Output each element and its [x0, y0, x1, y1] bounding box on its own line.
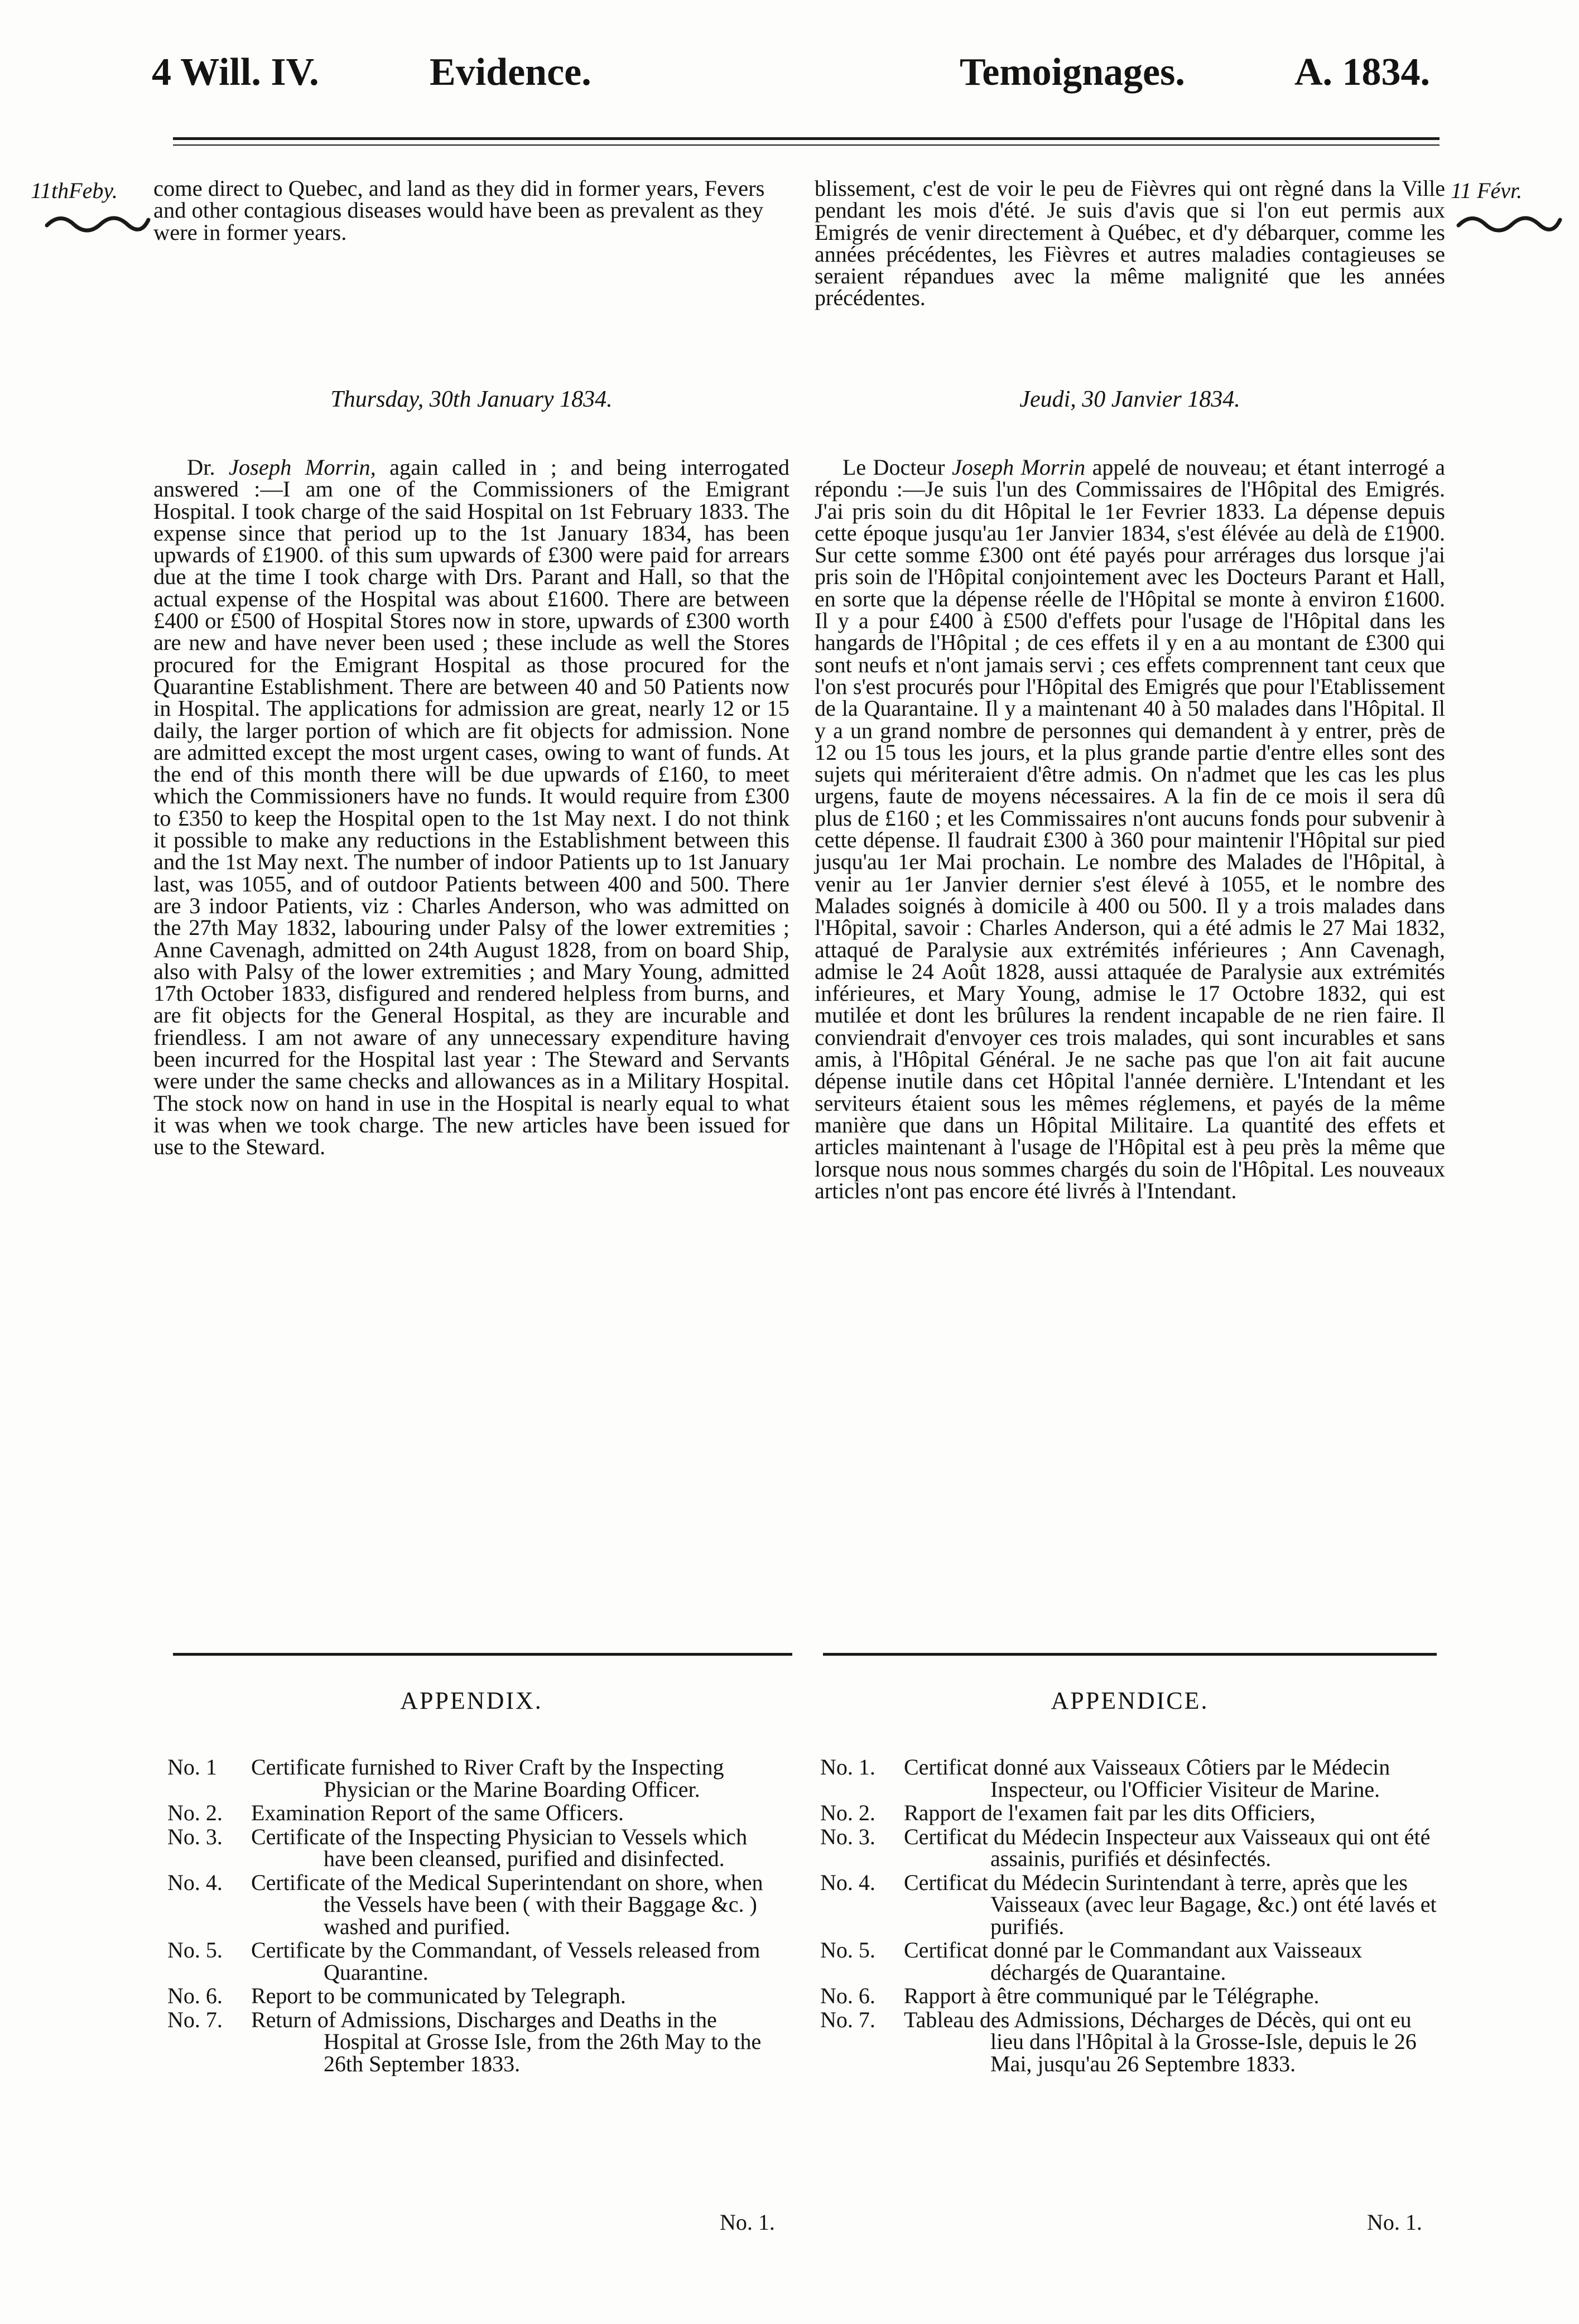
margin-date-left: 11thFeby.: [31, 178, 118, 203]
appendix-item-text: Certificat donné aux Vaisseaux Côtiers par le Médecin Inspecteur, ou l'Officier Visiteur de Marine.: [904, 1754, 1390, 1802]
english-date-rest: 30th January 1834.: [429, 387, 613, 412]
appendix-item-text: Certificate furnished to River Craft by the Inspecting Physician or the Marine Boarding Officer.: [251, 1754, 724, 1802]
appendix-item-text: Certificat du Médecin Inspecteur aux Vaisseaux qui ont été assainis, purifiés et désinfectés.: [904, 1824, 1431, 1871]
appendix-item-text: Rapport de l'examen fait par les dits Officiers,: [904, 1800, 1316, 1825]
header-year: A. 1834.: [1294, 51, 1431, 94]
header-reign: 4 Will. IV.: [152, 51, 319, 94]
header-rule: [173, 137, 1440, 140]
list-item: [167, 1802, 792, 1824]
catchword-en: No. 1.: [720, 2210, 775, 2235]
french-date-heading: [815, 386, 1445, 413]
list-item: [167, 1939, 792, 1983]
list-item: [167, 1985, 792, 2007]
appendix-item-number: No. 7.: [820, 2007, 875, 2032]
appendix-item-text: Certificate by the Commandant, of Vessels released from Quarantine.: [251, 1937, 760, 1985]
list-item: [167, 1869, 792, 1939]
appendix-item-number: No. 5.: [820, 1937, 875, 1963]
margin-date-right: 11 Févr.: [1451, 178, 1523, 203]
list-item: [820, 1756, 1445, 1800]
english-continuation: come direct to Quebec, and land as they did in former years, Fevers and other contagious diseases would have been as prevalent as they were in former years.: [153, 176, 765, 245]
list-item: [820, 1826, 1445, 1870]
list-item: [820, 1802, 1445, 1824]
french-testimony-body: appelé de nouveau; et étant interrogé a répondu :—Je suis l'un des Commissaires de l'Hôpital des Emigrés. J'ai pris soin du dit Hôpital le 1er Fevrier 1833. La dépense depuis cette époque jusqu'au 1er Janvier 1834, s'est élévée au delà de £1900. Sur cette somme £300 ont été payés pour arrérages dus lorsque j'ai pris soin de l'Hôpital conjointement avec les Docteurs Parant et Hall, en sorte que la dépense réelle de l'Hôpital se monte à environ £1600. Il y a pour £400 à £500 d'effets pour l'usage de l'Hôpital dans les hangards de l'Hôpital ; de ces effets il y en a au montant de £300 qui sont neufs et n'ont jamais servi ; ces effets comprennent tant ceux que l'on s'est procurés pour l'Hôpital des Emigrés que pour l'Etablissement de la Quarantaine. Il y a maintenant 40 à 50 malades dans l'Hôpital. Il y a un grand nombre de personnes qui demandent à y entrer, près de 12 ou 15 tous les jours, et la plus grande partie d'entre elles sont des sujets qui mériteraient d'être admis. On n'admet que les cas les plus urgens, faute de moyens nécessaires. A la fin de ce mois il sera dû plus de £160 ; et les Commissaires n'ont aucuns fonds pour subvenir à cette dépense. Il faudrait £300 à 360 pour maintenir l'Hôpital sur pied jusqu'au 1er Mai prochain. Le nombre des Malades de l'Hôpital, à venir au 1er Janvier dernier s'est élevé à 1055, et le nombre des Malades soignés à domicile à 400 ou 500. Il y a trois malades dans l'Hôpital, savoir : Charles Anderson, qui a été admis le 27 Mai 1832, attaqué de Paralysie aux extrémités inférieures ; Ann Cavenagh, admise le 24 Août 1828, aussi attaquée de Paralysie aux extrémités inférieures, et Mary Young, admise le 17 Octobre 1832, qui est mutilée et dont les brûlures la rendent incapable de ne rien faire. Il conviendrait d'envoyer ces trois malades, qui sont incurables et sans amis, à l'Hôpital Général. Je ne sache pas que l'on ait fait aucune dépense inutile dans cet Hôpital l'année dernière. L'Intendant et les serviteurs étaient sous les mêmes réglemens, et payés de la même manière que dans un Hôpital Militaire. La quantité des effets et articles maintenant à l'usage de l'Hôpital est à peu près la même que lorsque nous nous sommes chargés du soin de l'Hôpital. Les nouveaux articles n'ont pas encore été livrés à l'Intendant.: [815, 455, 1446, 1203]
appendix-item-text: Certificate of the Inspecting Physician to Vessels which have been cleansed, purified and disinfected.: [251, 1824, 748, 1871]
list-item: [820, 1869, 1445, 1939]
appendix-item-number: No. 3.: [820, 1824, 875, 1849]
catchword-fr: No. 1.: [1367, 2210, 1422, 2235]
french-date-day: Jeudi,: [1019, 387, 1076, 412]
appendix-item-number: No. 2.: [820, 1800, 875, 1825]
appendix-item-number: No. 6.: [820, 1983, 875, 2008]
list-item: [820, 1939, 1445, 1983]
list-item: [167, 2009, 792, 2075]
list-item: [167, 1756, 792, 1800]
english-date-day: Thursday,: [330, 387, 424, 412]
list-item: [820, 1985, 1445, 2007]
margin-flourish-right: [1456, 211, 1562, 233]
appendix-item-number: No. 6.: [167, 1983, 223, 2008]
appendix-list-fr: [820, 1756, 1445, 2076]
appendix-item-text: Certificate of the Medical Superintendant on shore, when the Vessels have been ( with their Baggage &c. ) washed and purified.: [251, 1869, 763, 1939]
french-witness-name: Joseph Morrin: [952, 455, 1086, 480]
appendix-title-en: APPENDIX.: [400, 1687, 543, 1714]
appendix-item-number: No. 1: [167, 1754, 217, 1780]
appendix-item-number: No. 5.: [167, 1937, 223, 1963]
list-item: [167, 1826, 792, 1870]
appendix-rule-fr: [823, 1653, 1437, 1656]
appendix-list-en: [167, 1756, 792, 2076]
french-testimony-prefix: Le Docteur: [843, 455, 945, 480]
list-item: [820, 2009, 1445, 2075]
english-witness-name: Joseph Morrin,: [228, 455, 376, 480]
french-continuation: blissement, c'est de voir le peu de Fièvres qui ont règné dans la Ville pendant les mois d'été. Je suis d'avis que si l'on eut permis aux Emigrés de venir directement à Québec, et d'y débarquer, comme les années précédentes, les Fièvres et autres maladies contagieuses se seraient répandues avec la même malignité que les années précédentes.: [815, 176, 1445, 311]
appendix-item-text: Return of Admissions, Discharges and Deaths in the Hospital at Grosse Isle, from the 26th May to the 26th September 1833.: [251, 2007, 762, 2076]
french-testimony: [815, 456, 1445, 1202]
appendix-item-number: No. 2.: [167, 1800, 223, 1825]
appendix-rule-en: [173, 1653, 792, 1656]
appendix-item-number: No. 7.: [167, 2007, 223, 2032]
english-testimony-body: again called in ; and being interrogated answered :—I am one of the Commissioners of the Emigrant Hospital. I took charge of the said Hospital on 1st February 1833. The expense since that period up to the 1st January 1834, has been upwards of £1900. of this sum upwards of £300 were paid for arrears due at the time I took charge with Drs. Parant and Hall, so that the actual expense of the Hospital was about £1600. There are between £400 or £500 of Hospital Stores now in store, upwards of £300 worth are new and have never been used ; these include as well the Stores procured for the Emigrant Hospital as those procured for the Quarantine Establishment. There are between 40 and 50 Patients now in Hospital. The applications for admission are great, nearly 12 or 15 daily, the larger portion of which are fit objects for admission. None are admitted except the most urgent cases, owing to want of funds. At the end of this month there will be due upwards of £160, to meet which the Commissioners have no funds. It would require from £300 to £350 to keep the Hospital open to the 1st May next. I do not think it possible to make any reductions in the Establishment between this and the 1st May next. The number of indoor Patients up to 1st January last, was 1055, and of outdoor Patients between 400 and 500. There are 3 indoor Patients, viz : Charles Anderson, who was admitted on the 27th May 1832, labouring under Palsy of the lower extremities ; Anne Cavenagh, admitted on 24th August 1828, from on board Ship, also with Palsy of the lower extremities ; and Mary Young, admitted 17th October 1833, disfigured and rendered helpless from burns, and are fit objects for the General Hospital, as they are incurable and friendless. I am not aware of any unnecessary expenditure having been incurred for the Hospital last year : The Steward and Servants were under the same checks and allowances as in a Military Hospital. The stock now on hand in use in the Hospital is nearly equal to what it was when we took charge. The new articles have been issued for use to the Steward.: [153, 455, 790, 1160]
appendix-item-text: Rapport à être communiqué par le Télégraphe.: [904, 1983, 1320, 2008]
appendix-item-number: No. 1.: [820, 1754, 875, 1780]
appendix-item-number: No. 4.: [167, 1869, 223, 1895]
french-date-rest: 30 Janvier 1834.: [1082, 387, 1240, 412]
appendix-title-fr: APPENDICE.: [1051, 1687, 1209, 1714]
appendix-item-text: Tableau des Admissions, Décharges de Décès, qui ont eu lieu dans l'Hôpital à la Grosse-Isle, depuis le 26 Mai, jusqu'au 26 Septembre 1833.: [904, 2007, 1417, 2076]
english-date-heading: [153, 386, 790, 413]
appendix-item-number: No. 3.: [167, 1824, 223, 1849]
appendix-item-text: Examination Report of the same Officers.: [251, 1800, 624, 1825]
english-testimony: [153, 456, 790, 1158]
appendix-item-text: Certificat du Médecin Surintendant à terre, après que les Vaisseaux (avec leur Bagage, &c.) ont été lavés et purifiés.: [904, 1869, 1437, 1939]
english-testimony-prefix: Dr.: [187, 455, 215, 480]
margin-flourish-left: [45, 211, 151, 233]
header-rule-thin: [173, 144, 1440, 146]
appendix-item-text: Report to be communicated by Telegraph.: [251, 1983, 626, 2008]
header-title-fr: Temoignages.: [960, 51, 1185, 94]
appendix-item-number: No. 4.: [820, 1869, 875, 1895]
header-title-en: Evidence.: [430, 51, 591, 94]
appendix-item-text: Certificat donné par le Commandant aux Vaisseaux déchargés de Quarantaine.: [904, 1937, 1363, 1985]
